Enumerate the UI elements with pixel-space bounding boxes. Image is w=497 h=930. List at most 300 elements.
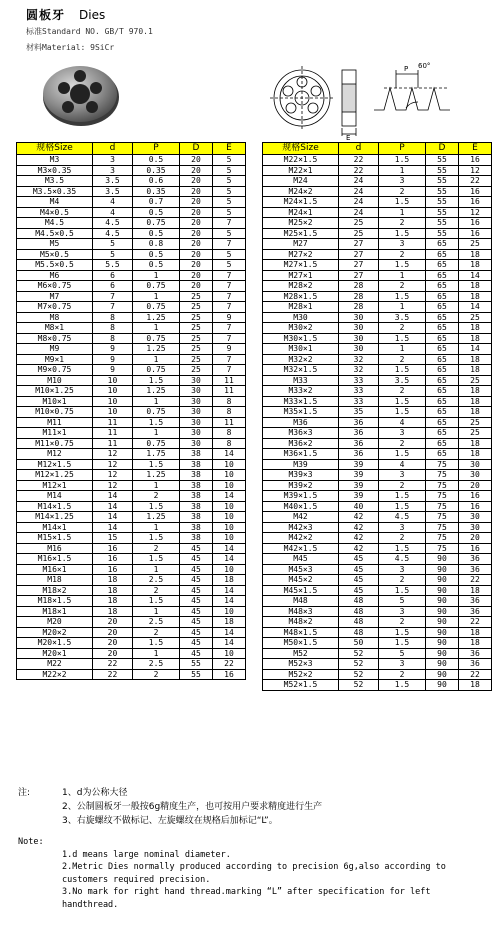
table-cell: 0.6 bbox=[133, 176, 180, 187]
note-cn-1: 1、d为公称大径 bbox=[62, 788, 128, 798]
table-cell: 50 bbox=[339, 638, 379, 649]
table-cell: M5 bbox=[17, 239, 93, 250]
table-cell: M15×1.5 bbox=[17, 533, 93, 544]
table-cell: 90 bbox=[426, 627, 459, 638]
table-cell: M30×2 bbox=[263, 323, 339, 334]
table-cell: M20 bbox=[17, 617, 93, 628]
table-cell: 30 bbox=[180, 386, 213, 397]
table-row bbox=[17, 533, 246, 544]
table-row bbox=[17, 312, 246, 323]
table-cell: 65 bbox=[426, 281, 459, 292]
table-cell: M45 bbox=[263, 554, 339, 565]
table-cell: 2 bbox=[379, 186, 426, 197]
table-cell: 5 bbox=[213, 197, 246, 208]
table-cell: 2.5 bbox=[133, 659, 180, 670]
die-photo bbox=[38, 62, 124, 128]
table-cell: 20 bbox=[93, 617, 133, 628]
table-row bbox=[17, 165, 246, 176]
table-cell: 12 bbox=[459, 207, 492, 218]
table-cell: 75 bbox=[426, 533, 459, 544]
table-cell: 1 bbox=[133, 291, 180, 302]
table-cell: 20 bbox=[180, 218, 213, 229]
table-cell: 10 bbox=[213, 480, 246, 491]
table-cell: 5 bbox=[213, 260, 246, 271]
table-cell: M18×1.5 bbox=[17, 596, 93, 607]
table-cell: 10 bbox=[93, 407, 133, 418]
table-cell: 42 bbox=[339, 522, 379, 533]
table-cell: 55 bbox=[426, 207, 459, 218]
table-cell: M18 bbox=[17, 575, 93, 586]
table-cell: 1.5 bbox=[379, 501, 426, 512]
table-row bbox=[263, 165, 492, 176]
table-cell: 18 bbox=[459, 449, 492, 460]
table-cell: 18 bbox=[459, 249, 492, 260]
table-row bbox=[263, 239, 492, 250]
table-cell: 1 bbox=[133, 564, 180, 575]
table-row bbox=[263, 155, 492, 166]
table-cell: 2 bbox=[379, 386, 426, 397]
table-cell: M3×0.35 bbox=[17, 165, 93, 176]
table-cell: 4.5 bbox=[93, 228, 133, 239]
table-cell: 1.5 bbox=[379, 407, 426, 418]
table-cell: 2 bbox=[133, 669, 180, 680]
table-cell: 48 bbox=[339, 627, 379, 638]
table-cell: 65 bbox=[426, 270, 459, 281]
table-cell: 16 bbox=[459, 228, 492, 239]
table-cell: 1.5 bbox=[379, 260, 426, 271]
table-cell: M8×0.75 bbox=[17, 333, 93, 344]
table-cell: 1.5 bbox=[379, 365, 426, 376]
table-cell: 18 bbox=[459, 291, 492, 302]
table-cell: 5 bbox=[213, 176, 246, 187]
table-cell: M40×1.5 bbox=[263, 501, 339, 512]
table-cell: 20 bbox=[459, 480, 492, 491]
table-cell: 8 bbox=[213, 407, 246, 418]
table-cell: M10 bbox=[17, 375, 93, 386]
table-cell: 36 bbox=[339, 428, 379, 439]
table-cell: M7×0.75 bbox=[17, 302, 93, 313]
table-cell: 14 bbox=[213, 585, 246, 596]
table-cell: 1 bbox=[379, 165, 426, 176]
table-cell: 1.25 bbox=[133, 344, 180, 355]
table-cell: M30 bbox=[263, 312, 339, 323]
table-cell: 18 bbox=[213, 617, 246, 628]
table-cell: M32×1.5 bbox=[263, 365, 339, 376]
table-cell: 36 bbox=[459, 554, 492, 565]
table-cell: 5 bbox=[213, 186, 246, 197]
table-cell: M20×1.5 bbox=[17, 638, 93, 649]
table-cell: 16 bbox=[93, 543, 133, 554]
table-cell: 38 bbox=[180, 522, 213, 533]
table-cell: M42×2 bbox=[263, 533, 339, 544]
table-cell: M14 bbox=[17, 491, 93, 502]
table-cell: 1 bbox=[133, 522, 180, 533]
table-row bbox=[17, 438, 246, 449]
table-cell: 7 bbox=[213, 323, 246, 334]
table-row bbox=[17, 638, 246, 649]
table-cell: 16 bbox=[459, 197, 492, 208]
table-cell: 1.5 bbox=[379, 638, 426, 649]
table-row bbox=[17, 659, 246, 670]
table-cell: M42×1.5 bbox=[263, 543, 339, 554]
table-cell: 30 bbox=[339, 333, 379, 344]
table-cell: 2 bbox=[379, 354, 426, 365]
table-cell: M6 bbox=[17, 270, 93, 281]
table-cell: 3.5 bbox=[93, 176, 133, 187]
table-cell: 12 bbox=[93, 480, 133, 491]
table-cell: 3 bbox=[93, 155, 133, 166]
table-cell: M45×3 bbox=[263, 564, 339, 575]
table-cell: 20 bbox=[180, 155, 213, 166]
table-cell: 18 bbox=[459, 438, 492, 449]
table-cell: M8 bbox=[17, 312, 93, 323]
table-cell: 1 bbox=[133, 323, 180, 334]
table-cell: 30 bbox=[180, 375, 213, 386]
table-row bbox=[263, 522, 492, 533]
table-cell: 7 bbox=[213, 270, 246, 281]
table-cell: 30 bbox=[180, 396, 213, 407]
table-cell: 0.8 bbox=[133, 239, 180, 250]
table-row bbox=[263, 260, 492, 271]
table-cell: 65 bbox=[426, 260, 459, 271]
table-cell: 39 bbox=[339, 459, 379, 470]
table-cell: 10 bbox=[213, 512, 246, 523]
table-cell: 18 bbox=[213, 575, 246, 586]
table-cell: 1.25 bbox=[133, 512, 180, 523]
table-row bbox=[263, 438, 492, 449]
table-cell: 0.5 bbox=[133, 260, 180, 271]
table-cell: 0.35 bbox=[133, 186, 180, 197]
table-row bbox=[17, 207, 246, 218]
table-cell: M12×1.25 bbox=[17, 470, 93, 481]
table-cell: 9 bbox=[93, 354, 133, 365]
table-cell: 33 bbox=[339, 375, 379, 386]
table-cell: 1 bbox=[133, 648, 180, 659]
table-cell: 39 bbox=[339, 470, 379, 481]
table-cell: 52 bbox=[339, 659, 379, 670]
table-cell: 90 bbox=[426, 659, 459, 670]
table-cell: 1 bbox=[133, 480, 180, 491]
table-cell: M45×2 bbox=[263, 575, 339, 586]
table-row bbox=[263, 533, 492, 544]
table-cell: M4 bbox=[17, 197, 93, 208]
table-row bbox=[263, 638, 492, 649]
table-cell: 7 bbox=[213, 333, 246, 344]
table-cell: 30 bbox=[339, 344, 379, 355]
table-cell: 0.5 bbox=[133, 249, 180, 260]
table-header-row bbox=[17, 143, 246, 155]
table-cell: 3 bbox=[379, 239, 426, 250]
table-cell: 1.5 bbox=[133, 375, 180, 386]
table-cell: M5×0.5 bbox=[17, 249, 93, 260]
table-cell: 20 bbox=[180, 270, 213, 281]
table-cell: M33×1.5 bbox=[263, 396, 339, 407]
table-row bbox=[263, 627, 492, 638]
table-cell: 22 bbox=[459, 575, 492, 586]
table-cell: 8 bbox=[213, 438, 246, 449]
table-cell: 1.75 bbox=[133, 449, 180, 460]
table-cell: M27×1.5 bbox=[263, 260, 339, 271]
table-cell: 65 bbox=[426, 365, 459, 376]
table-row bbox=[17, 480, 246, 491]
table-row bbox=[17, 428, 246, 439]
table-cell: 0.35 bbox=[133, 165, 180, 176]
table-row bbox=[17, 176, 246, 187]
table-cell: 1 bbox=[133, 396, 180, 407]
standard-text: 标准Standard NO. GB/T 970.1 bbox=[26, 27, 153, 36]
table-cell: M35×1.5 bbox=[263, 407, 339, 418]
table-row bbox=[17, 522, 246, 533]
table-cell: M10×1.25 bbox=[17, 386, 93, 397]
table-cell: 20 bbox=[180, 207, 213, 218]
table-cell: M24×1 bbox=[263, 207, 339, 218]
table-row bbox=[263, 512, 492, 523]
col-header-e: E bbox=[213, 143, 246, 155]
table-cell: M52 bbox=[263, 648, 339, 659]
col-header-size: 规格Size bbox=[263, 143, 339, 155]
table-cell: M48×2 bbox=[263, 617, 339, 628]
table-cell: 75 bbox=[426, 543, 459, 554]
table-cell: 38 bbox=[180, 501, 213, 512]
table-cell: 25 bbox=[180, 291, 213, 302]
table-cell: M16×1 bbox=[17, 564, 93, 575]
table-row bbox=[263, 176, 492, 187]
table-cell: 3 bbox=[379, 470, 426, 481]
table-cell: 65 bbox=[426, 312, 459, 323]
table-cell: 1.5 bbox=[133, 459, 180, 470]
table-cell: 0.75 bbox=[133, 218, 180, 229]
table-row bbox=[263, 669, 492, 680]
table-cell: 25 bbox=[339, 218, 379, 229]
table-cell: 1.5 bbox=[133, 417, 180, 428]
table-cell: M20×1 bbox=[17, 648, 93, 659]
table-cell: 7 bbox=[213, 281, 246, 292]
table-cell: 2 bbox=[379, 438, 426, 449]
note-cn-2: 2、公制圆板牙一般按6g精度生产，也可按用户要求精度进行生产 bbox=[62, 802, 323, 812]
table-cell: 12 bbox=[459, 165, 492, 176]
table-cell: 14 bbox=[459, 302, 492, 313]
table-cell: 5 bbox=[213, 165, 246, 176]
table-cell: 30 bbox=[459, 522, 492, 533]
table-cell: 1.5 bbox=[379, 291, 426, 302]
table-cell: 2 bbox=[379, 669, 426, 680]
table-cell: 25 bbox=[180, 344, 213, 355]
table-cell: 65 bbox=[426, 449, 459, 460]
table-cell: 20 bbox=[180, 197, 213, 208]
table-cell: M27×2 bbox=[263, 249, 339, 260]
table-cell: 52 bbox=[339, 680, 379, 691]
table-cell: 65 bbox=[426, 291, 459, 302]
table-cell: M22 bbox=[17, 659, 93, 670]
table-cell: M42 bbox=[263, 512, 339, 523]
table-cell: 20 bbox=[180, 260, 213, 271]
table-row bbox=[17, 575, 246, 586]
table-cell: M12×1.5 bbox=[17, 459, 93, 470]
table-cell: 40 bbox=[339, 501, 379, 512]
table-cell: M24×1.5 bbox=[263, 197, 339, 208]
col-header-d: d bbox=[339, 143, 379, 155]
table-cell: M48×3 bbox=[263, 606, 339, 617]
table-row bbox=[17, 512, 246, 523]
table-cell: 16 bbox=[459, 155, 492, 166]
table-cell: 5 bbox=[379, 648, 426, 659]
table-cell: 16 bbox=[93, 554, 133, 565]
table-cell: 65 bbox=[426, 344, 459, 355]
table-row bbox=[263, 449, 492, 460]
table-cell: M30×1.5 bbox=[263, 333, 339, 344]
table-cell: 1 bbox=[379, 344, 426, 355]
table-cell: 55 bbox=[426, 176, 459, 187]
table-cell: 30 bbox=[459, 512, 492, 523]
table-header-row bbox=[263, 143, 492, 155]
table-row bbox=[263, 501, 492, 512]
table-row bbox=[17, 197, 246, 208]
table-cell: 18 bbox=[459, 585, 492, 596]
table-row bbox=[263, 365, 492, 376]
table-cell: 36 bbox=[459, 564, 492, 575]
col-header-d: d bbox=[93, 143, 133, 155]
table-cell: 9 bbox=[93, 344, 133, 355]
table-cell: 0.5 bbox=[133, 228, 180, 239]
table-cell: 45 bbox=[180, 596, 213, 607]
table-cell: 3 bbox=[379, 606, 426, 617]
table-cell: 18 bbox=[459, 627, 492, 638]
table-cell: 27 bbox=[339, 239, 379, 250]
table-cell: 2 bbox=[379, 218, 426, 229]
col-header-big-d: D bbox=[180, 143, 213, 155]
table-cell: 55 bbox=[426, 186, 459, 197]
table-row bbox=[263, 281, 492, 292]
table-cell: 24 bbox=[339, 207, 379, 218]
table-cell: M11×1 bbox=[17, 428, 93, 439]
table-cell: 36 bbox=[459, 659, 492, 670]
table-cell: 45 bbox=[180, 638, 213, 649]
spec-table-left bbox=[16, 142, 246, 680]
table-row bbox=[17, 543, 246, 554]
table-row bbox=[263, 648, 492, 659]
table-row bbox=[17, 669, 246, 680]
table-cell: 22 bbox=[93, 669, 133, 680]
table-cell: 1.25 bbox=[133, 470, 180, 481]
table-cell: M18×2 bbox=[17, 585, 93, 596]
table-cell: 42 bbox=[339, 512, 379, 523]
table-row bbox=[263, 554, 492, 565]
table-cell: 27 bbox=[339, 260, 379, 271]
table-row bbox=[263, 218, 492, 229]
table-cell: 1.5 bbox=[133, 638, 180, 649]
table-row bbox=[17, 239, 246, 250]
table-row bbox=[263, 470, 492, 481]
table-cell: 90 bbox=[426, 669, 459, 680]
table-row bbox=[17, 186, 246, 197]
table-row bbox=[17, 155, 246, 166]
table-cell: 5 bbox=[213, 155, 246, 166]
table-cell: M52×3 bbox=[263, 659, 339, 670]
table-cell: 36 bbox=[459, 606, 492, 617]
table-cell: 55 bbox=[426, 218, 459, 229]
table-cell: 45 bbox=[180, 554, 213, 565]
table-cell: 4.5 bbox=[379, 554, 426, 565]
table-cell: 65 bbox=[426, 354, 459, 365]
table-cell: 4.5 bbox=[93, 218, 133, 229]
table-cell: M4×0.5 bbox=[17, 207, 93, 218]
notes-en bbox=[18, 836, 488, 911]
table-row bbox=[263, 491, 492, 502]
table-cell: 24 bbox=[339, 176, 379, 187]
table-cell: 20 bbox=[180, 228, 213, 239]
table-cell: 3 bbox=[93, 165, 133, 176]
table-row bbox=[17, 606, 246, 617]
table-cell: 3 bbox=[379, 428, 426, 439]
table-cell: 90 bbox=[426, 596, 459, 607]
table-cell: 55 bbox=[426, 165, 459, 176]
table-cell: 5 bbox=[213, 207, 246, 218]
table-cell: 65 bbox=[426, 428, 459, 439]
table-cell: 18 bbox=[459, 281, 492, 292]
table-row bbox=[17, 281, 246, 292]
table-cell: 18 bbox=[459, 680, 492, 691]
table-cell: 11 bbox=[213, 417, 246, 428]
table-cell: M10×1 bbox=[17, 396, 93, 407]
table-cell: 18 bbox=[93, 606, 133, 617]
table-cell: M30×1 bbox=[263, 344, 339, 355]
table-cell: 22 bbox=[213, 659, 246, 670]
table-cell: 22 bbox=[459, 669, 492, 680]
table-cell: M3.5×0.35 bbox=[17, 186, 93, 197]
spec-table-right bbox=[262, 142, 492, 691]
table-cell: 7 bbox=[93, 291, 133, 302]
table-cell: 1.5 bbox=[379, 680, 426, 691]
table-cell: 20 bbox=[93, 648, 133, 659]
table-cell: M22×2 bbox=[17, 669, 93, 680]
table-cell: 10 bbox=[213, 533, 246, 544]
table-cell: 65 bbox=[426, 396, 459, 407]
table-cell: 3 bbox=[379, 564, 426, 575]
table-cell: 38 bbox=[180, 470, 213, 481]
table-cell: 1.5 bbox=[133, 596, 180, 607]
table-cell: M50×1.5 bbox=[263, 638, 339, 649]
table-cell: M3 bbox=[17, 155, 93, 166]
table-cell: M24×2 bbox=[263, 186, 339, 197]
table-cell: M33×2 bbox=[263, 386, 339, 397]
page-title bbox=[26, 6, 105, 23]
table-cell: 75 bbox=[426, 522, 459, 533]
table-cell: 1.5 bbox=[379, 543, 426, 554]
table-row bbox=[17, 344, 246, 355]
table-cell: M45×1.5 bbox=[263, 585, 339, 596]
table-cell: 20 bbox=[459, 533, 492, 544]
table-cell: M10×0.75 bbox=[17, 407, 93, 418]
table-cell: 18 bbox=[459, 396, 492, 407]
table-cell: 20 bbox=[93, 638, 133, 649]
table-cell: 65 bbox=[426, 323, 459, 334]
table-row bbox=[17, 470, 246, 481]
table-cell: 0.75 bbox=[133, 365, 180, 376]
table-cell: 1.5 bbox=[379, 155, 426, 166]
table-cell: M28×1.5 bbox=[263, 291, 339, 302]
table-cell: 16 bbox=[459, 186, 492, 197]
table-cell: 25 bbox=[339, 228, 379, 239]
notes-cn-label: 注: bbox=[18, 788, 31, 798]
table-cell: 24 bbox=[339, 197, 379, 208]
table-cell: M14×1 bbox=[17, 522, 93, 533]
table-cell: 18 bbox=[459, 638, 492, 649]
table-cell: M14×1.25 bbox=[17, 512, 93, 523]
table-row bbox=[263, 312, 492, 323]
table-cell: 24 bbox=[339, 186, 379, 197]
table-row bbox=[263, 417, 492, 428]
table-cell: 10 bbox=[213, 459, 246, 470]
